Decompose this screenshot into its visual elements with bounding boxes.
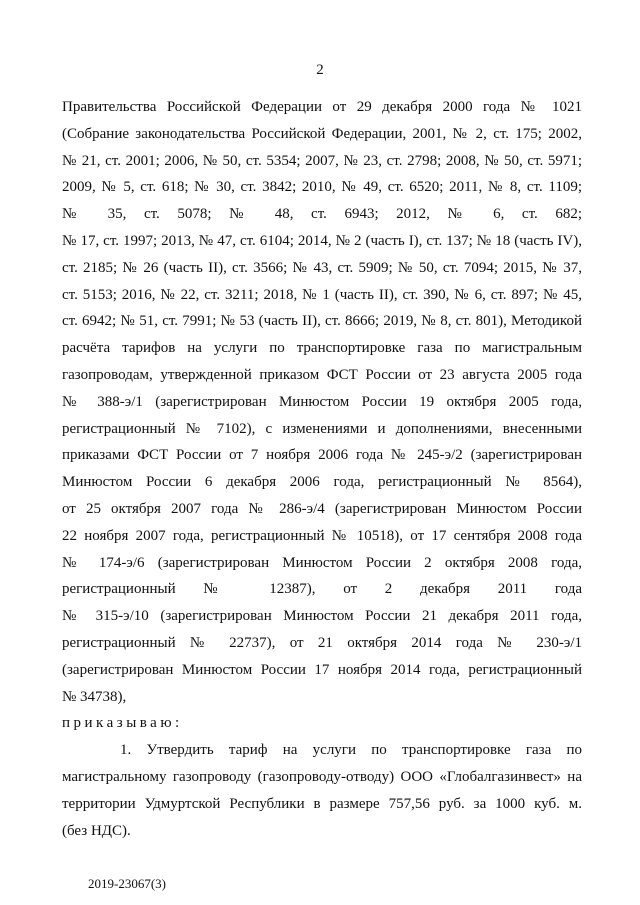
body-line: № 21, ст. 2001; 2006, № 50, ст. 5354; 2007, № 23, ст. 2798; 2008, № 50, ст. 5971; — [62, 152, 582, 169]
body-line: № 34738), — [62, 688, 127, 705]
body-line: 2009, № 5, ст. 618; № 30, ст. 3842; 2010, № 49, ст. 6520; 2011, № 8, ст. 1109; — [62, 179, 582, 196]
body-line: № 174-э/6 (зарегистрирован Минюстом России 2 октября 2008 года, — [62, 554, 582, 571]
body-line: газопроводам, утвержденной приказом ФСТ России от 23 августа 2005 года — [62, 366, 582, 383]
body-line: № 17, ст. 1997; 2013, № 47, ст. 6104; 2014, № 2 (часть I), ст. 137; № 18 (часть IV), — [62, 232, 582, 249]
document-body — [62, 94, 582, 844]
document-code: 2019-23067(3) — [88, 876, 166, 891]
item-line: магистральному газопроводу (газопроводу-отводу) ООО «Глобалгазинвест» на — [62, 768, 582, 785]
body-line: ст. 2185; № 26 (часть II), ст. 3566; № 43, ст. 5909; № 50, ст. 7094; 2015, № 37, — [62, 259, 582, 276]
body-line: Правительства Российской Федерации от 29 декабря 2000 года № 1021 — [62, 99, 582, 115]
item-line: 1. Утвердить тариф на услуги по транспортировке газа по — [120, 742, 582, 759]
body-line: № 388-э/1 (зарегистрирован Минюстом России 19 октября 2005 года, — [62, 393, 582, 410]
body-line: ст. 6942; № 51, ст. 7991; № 53 (часть II), ст. 8666; 2019, № 8, ст. 801), Методикой — [62, 313, 582, 330]
page-number: 2 — [316, 62, 324, 78]
item-line: территории Удмуртской Республики в размере 757,56 руб. за 1000 куб. м. — [62, 795, 582, 812]
body-line: 22 ноября 2007 года, регистрационный № 10518), от 17 сентября 2008 года — [62, 527, 582, 544]
body-line: от 25 октября 2007 года № 286-э/4 (зарегистрирован Минюстом России — [62, 500, 582, 517]
body-line: ст. 5153; 2016, № 22, ст. 3211; 2018, № 1 (часть II), ст. 390, № 6, ст. 897; № 45, — [62, 286, 582, 303]
body-line: расчёта тарифов на услуги по транспортировке газа по магистральным — [62, 340, 582, 357]
body-line: № 35, ст. 5078; № 48, ст. 6943; 2012, № 6, ст. 682; — [62, 206, 582, 223]
body-line: № 315-э/10 (зарегистрирован Минюстом России 21 декабря 2011 года, — [62, 608, 582, 625]
order-word: приказываю: — [62, 715, 183, 732]
item-line: (без НДС). — [62, 822, 131, 839]
body-line: Минюстом России 6 декабря 2006 года, регистрационный № 8564), — [62, 474, 582, 491]
body-line: (Собрание законодательства Российской Федерации, 2001, № 2, ст. 175; 2002, — [62, 125, 582, 142]
body-line: приказами ФСТ России от 7 ноября 2006 года № 245-э/2 (зарегистрирован — [62, 447, 582, 464]
body-line: регистрационный № 7102), с изменениями и дополнениями, внесенными — [62, 420, 582, 437]
body-line: регистрационный № 12387), от 2 декабря 2011 года — [62, 581, 582, 598]
body-line: (зарегистрирован Минюстом России 17 ноября 2014 года, регистрационный — [62, 661, 582, 678]
body-line: регистрационный № 22737), от 21 октября 2014 года № 230-э/1 — [62, 634, 582, 651]
